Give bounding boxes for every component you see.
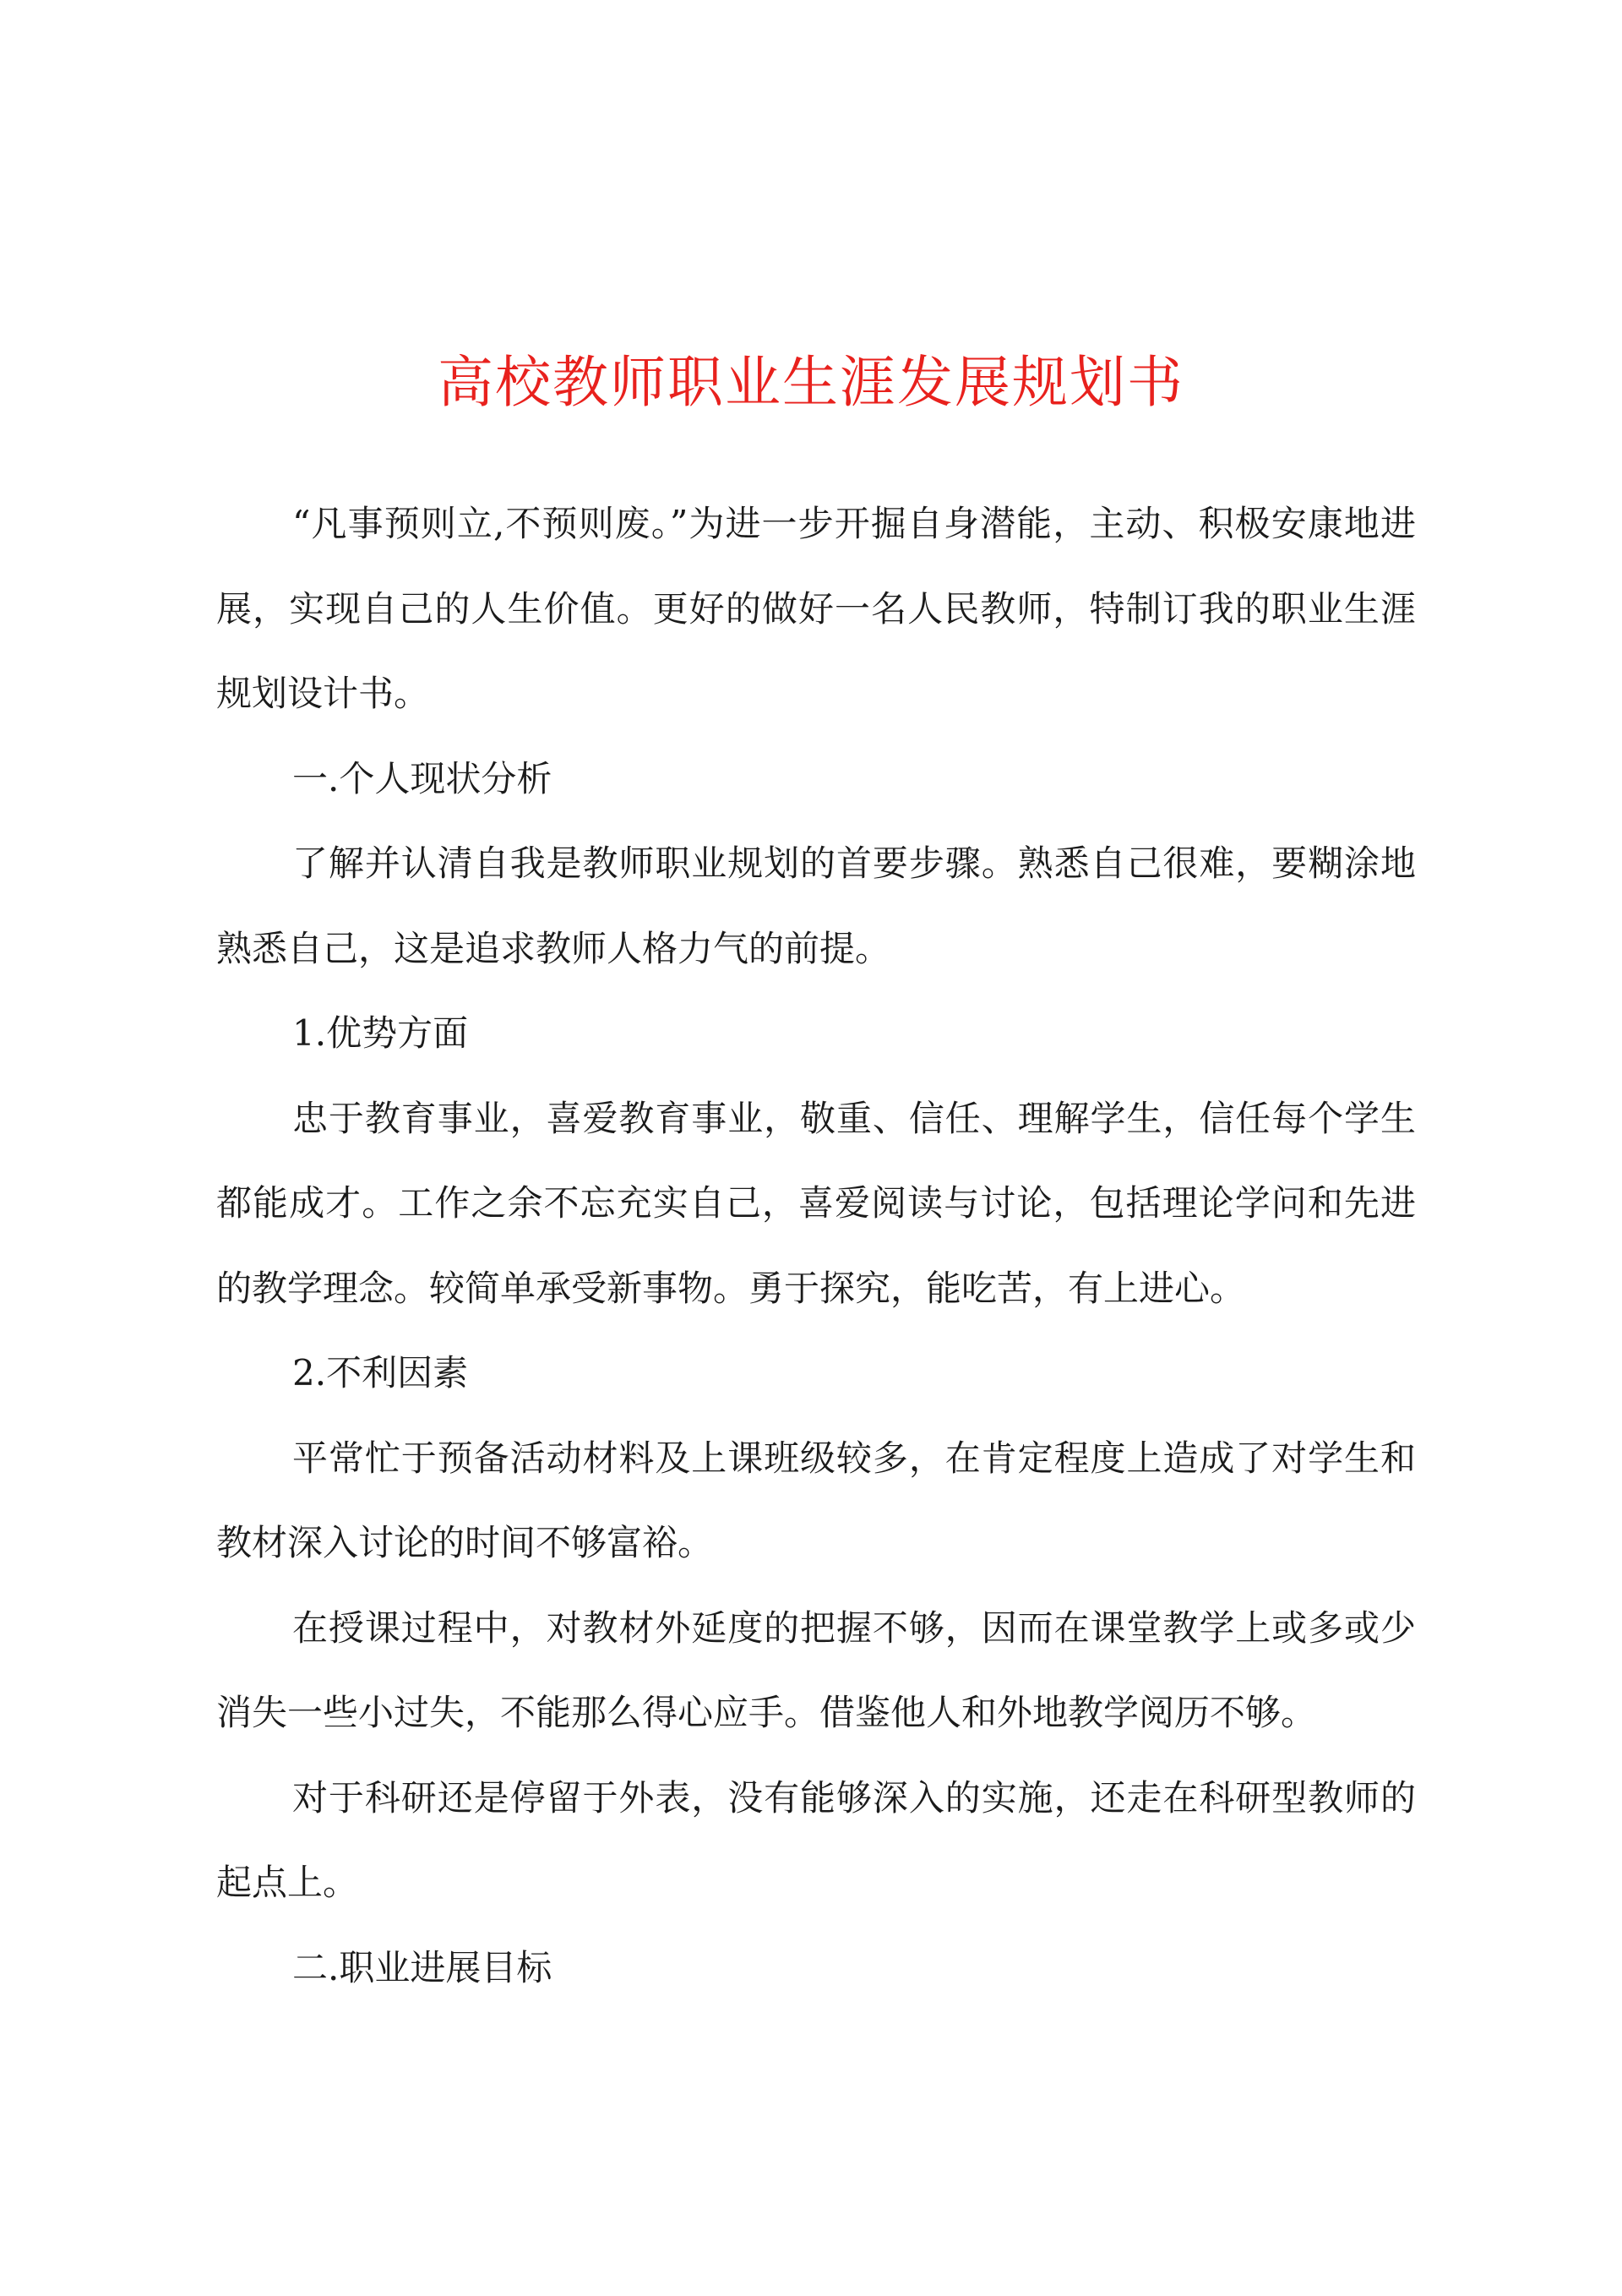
document-title: 高校教师职业生涯发展规划书 bbox=[438, 350, 1184, 415]
heading-weaknesses: 2.不利因素 bbox=[292, 1352, 469, 1393]
heading-career-goals: 二.职业进展目标 bbox=[292, 1946, 552, 1988]
paragraph-intro: “凡事预则立,不预则废。”为进一步开掘自身潜能，主动、积极安康地进展，实现自己的人生价值。更好的做好一名人民教师，特制订我的职业生涯规划设计书。 bbox=[216, 503, 1416, 714]
paragraph-weakness-teaching: 在授课过程中，对教材外延度的把握不够，因而在课堂教学上或多或少消失一些小过失，不能那么得心应手。借鉴他人和外地教学阅历不够。 bbox=[216, 1606, 1416, 1733]
paragraph-self-knowledge: 了解并认清自我是教师职业规划的首要步骤。熟悉自己很难，要糊涂地熟悉自己，这是追求教师人格力气的前提。 bbox=[216, 843, 1416, 969]
paragraph-strengths: 忠于教育事业，喜爱教育事业，敬重、信任、理解学生，信任每个学生都能成才。工作之余不忘充实自己，喜爱阅读与讨论，包括理论学问和先进的教学理念。较简单承受新事物。勇于探究，能吃苦，有上进心。 bbox=[216, 1097, 1416, 1309]
paragraph-weakness-research: 对于科研还是停留于外表，没有能够深入的实施，还走在科研型教师的起点上。 bbox=[216, 1776, 1416, 1903]
heading-personal-analysis: 一.个人现状分析 bbox=[292, 757, 552, 799]
document-body bbox=[216, 482, 1416, 2010]
heading-strengths: 1.优势方面 bbox=[292, 1012, 469, 1054]
paragraph-weakness-time: 平常忙于预备活动材料及上课班级较多，在肯定程度上造成了对学生和教材深入讨论的时间不够富裕。 bbox=[216, 1437, 1416, 1563]
